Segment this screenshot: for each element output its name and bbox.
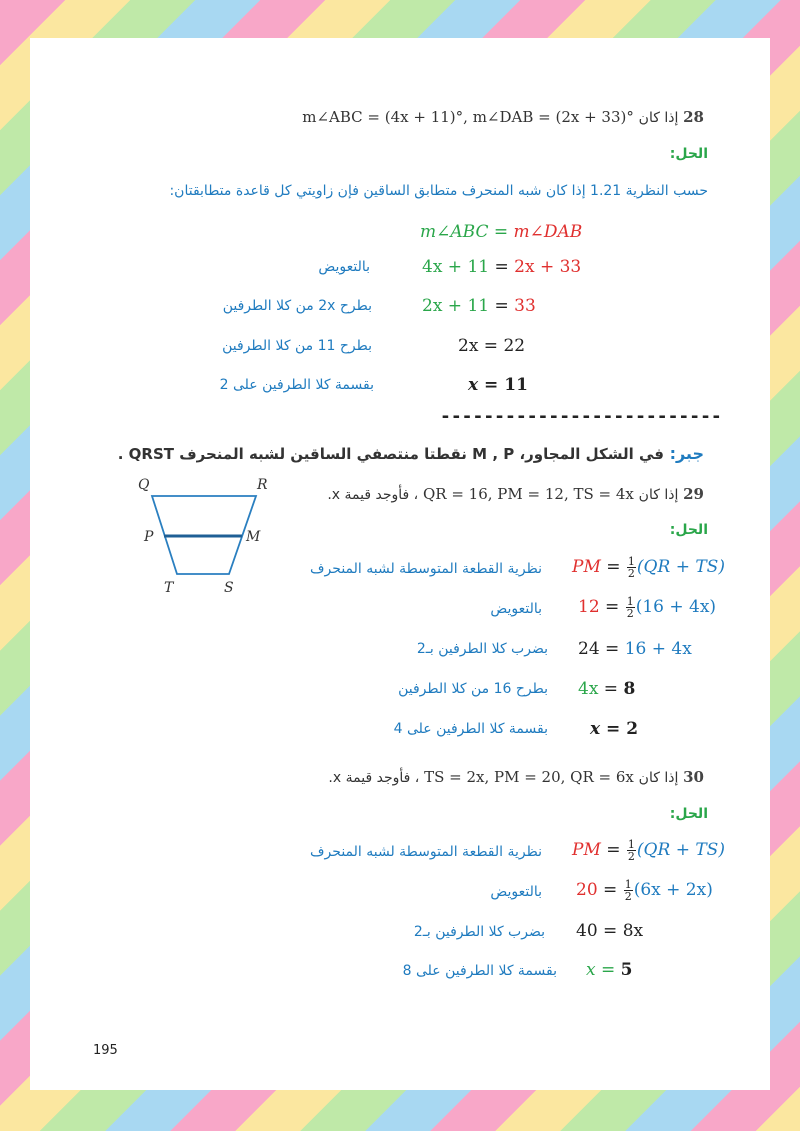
q29-step-2: 12 = $\frac{1}{2}$ (16 + 4x) — [578, 595, 717, 620]
q29-reason-2: بالتعويض — [490, 601, 542, 617]
q29-step-3: 24 = 16 + 4x — [578, 639, 692, 659]
q29-reason-1: نظرية القطعة المتوسطة لشبه المنحرف — [310, 561, 542, 577]
q30-number: 30 — [683, 768, 704, 786]
q28-step-3: 2x + 11 = 33 — [422, 296, 536, 316]
page-number: 195 — [93, 1043, 118, 1058]
q28-reason-3: بطرح 2x من كلا الطرفين — [222, 298, 372, 314]
q30-ask: ، فأوجد قيمة x. — [328, 770, 420, 786]
q29-header — [327, 485, 704, 503]
q28-theorem-text: حسب النظرية 1.21 إذا كان شبه المنحرف متطابق الساقين فإن زاويتي كل قاعدة متطابقتان: — [169, 183, 708, 199]
q28-number: 28 — [683, 108, 704, 126]
q28-step-4: 2x = 22 — [458, 336, 526, 356]
q28-step-2: 4x + 11 = 2x + 33 — [422, 257, 582, 277]
q29-prompt: إذا كان — [638, 487, 679, 503]
q29-given: QR = 16, PM = 12, TS = 4x — [422, 485, 634, 503]
q30-step-1: PM = $\frac{1}{2}$ (QR + TS) — [572, 838, 725, 863]
q29-step-4: 4x = 8 — [578, 679, 636, 699]
algebra-header — [118, 444, 704, 463]
q29-step-1: PM = $\frac{1}{2}$ (QR + TS) — [572, 555, 725, 580]
q28-solution-label: الحل: — [669, 146, 708, 162]
q29-step-5: x = 2 — [590, 719, 639, 739]
q29-reason-3: بضرب كلا الطرفين بـ2 — [416, 641, 548, 657]
q28-step-5: x = 11 — [468, 375, 528, 395]
label-t: T — [164, 580, 174, 596]
q28-given: m∠ABC = (4x + 11)°, m∠DAB = (2x + 33)° — [302, 108, 634, 126]
section-separator: -------------------------- — [440, 406, 722, 427]
q29-solution-label: الحل: — [669, 522, 708, 538]
q30-header — [328, 768, 704, 786]
q29-reason-4: بطرح 16 من كلا الطرفين — [398, 681, 548, 697]
q28-reason-2: بالتعويض — [318, 259, 370, 275]
q30-step-3: 40 = 8x — [576, 921, 644, 941]
q30-step-2: 20 = $\frac{1}{2}$ (6x + 2x) — [576, 878, 713, 903]
q28-reason-5: بقسمة كلا الطرفين على 2 — [219, 377, 374, 393]
label-q: Q — [138, 477, 150, 493]
q30-prompt: إذا كان — [638, 770, 679, 786]
q30-reason-1: نظرية القطعة المتوسطة لشبه المنحرف — [310, 844, 542, 860]
label-m: M — [246, 529, 261, 545]
trapezoid-figure — [130, 472, 280, 597]
q30-reason-3: بضرب كلا الطرفين بـ2 — [413, 924, 545, 940]
q30-step-4: x = 5 — [586, 960, 633, 980]
q29-reason-5: بقسمة كلا الطرفين على 4 — [393, 721, 548, 737]
q30-solution-label: الحل: — [669, 806, 708, 822]
q29-number: 29 — [683, 485, 704, 503]
q30-reason-4: بقسمة كلا الطرفين على 8 — [402, 963, 557, 979]
algebra-label: جبر: — [669, 444, 704, 463]
q28-step-1: m∠ABC = m∠DAB — [420, 222, 583, 242]
label-s: S — [224, 580, 234, 596]
q30-reason-2: بالتعويض — [490, 884, 542, 900]
algebra-text: في الشكل المجاور، M , P نقطتا منتصفي الساقين لشبه المنحرف QRST . — [117, 445, 664, 463]
q28-reason-4: بطرح 11 من كلا الطرفين — [222, 338, 372, 354]
q29-ask: ، فأوجد قيمة x. — [327, 487, 419, 503]
q28-prompt: إذا كان — [638, 110, 679, 126]
label-p: P — [144, 529, 154, 545]
q30-given: TS = 2x, PM = 20, QR = 6x — [424, 768, 634, 786]
label-r: R — [257, 477, 268, 493]
q28-header — [302, 108, 704, 126]
